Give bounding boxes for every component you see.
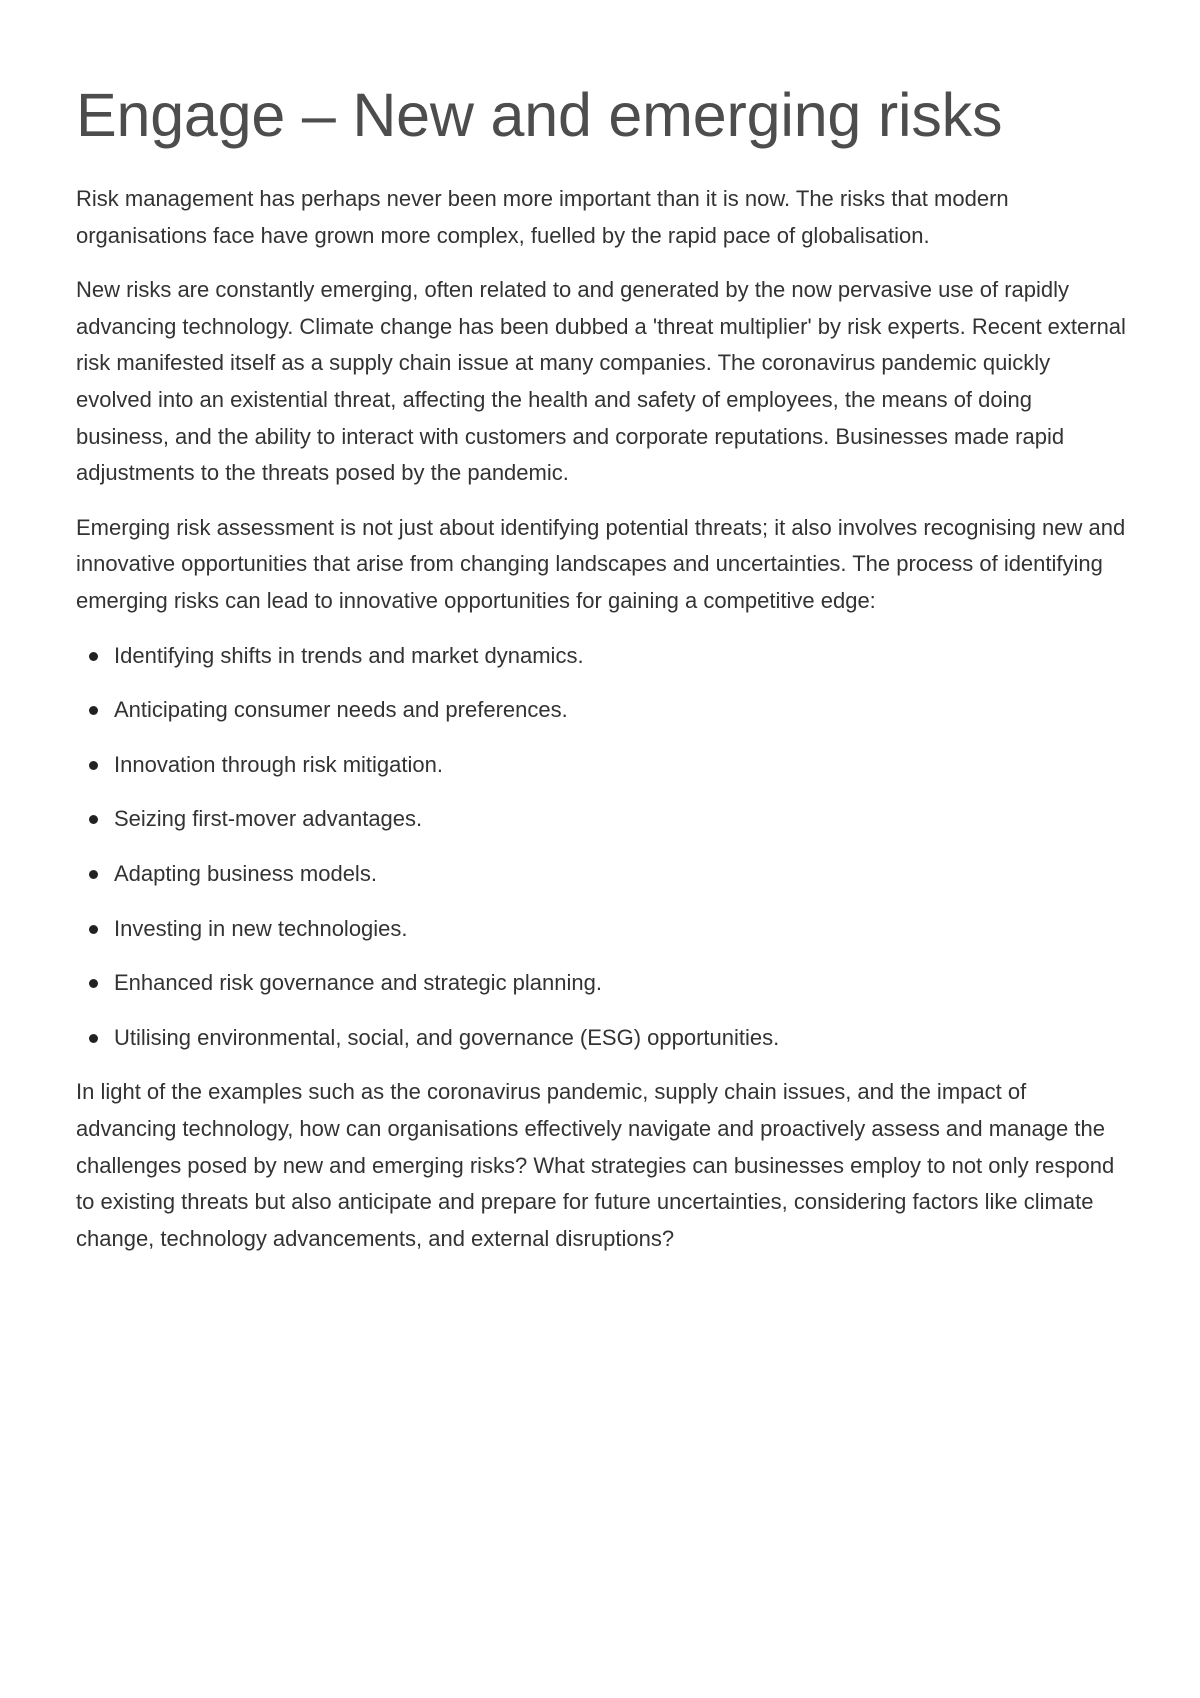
closing-paragraph: In light of the examples such as the coronavirus pandemic, supply chain issues, and the impact of advancing technology, how can organisations effectively navigate and proactively assess and manage the challenges posed by new and emerging risks? What strategies can businesses employ to not only respond to existing threats but also anticipate and prepare for future uncertainties, considering factors like climate change, technology advancements, and external disruptions? [76,1079,1115,1251]
list-item-text: Adapting business models. [114,861,377,886]
intro-paragraph: Risk management has perhaps never been more important than it is now. The risks that modern organisations face have grown more complex, fuelled by the rapid pace of globalisation. [76,186,1009,248]
list-item-text: Seizing first-mover advantages. [114,806,423,832]
list-item [76,1020,1130,1057]
list-item-text: Innovation through risk mitigation. [114,751,443,777]
bullet-icon [89,870,98,879]
list-item-text: Identifying shifts in trends and market dynamics. [114,642,584,668]
list-item-text: Utilising environmental, social, and governance (ESG) opportunities. [114,1024,780,1050]
emerging-risks-paragraph: New risks are constantly emerging, often related to and generated by the now pervasive use of rapidly advancing technology. Climate change has been dubbed a 'threat multiplier' by risk experts. Recent external risk manifested itself as a supply chain issue at many companies. The coronavirus pandemic quickly evolved into an existential threat, affecting the health and safety of employees, the means of doing business, and the ability to interact with customers and corporate reputations. Businesses made rapid adjustments to the threats posed by the pandemic. [76,277,1126,486]
bullet-icon [89,979,98,988]
list-item [76,801,1130,838]
opportunities-list [76,638,1130,1057]
bullet-icon [89,652,98,661]
bullet-icon [89,761,98,770]
list-item [76,856,1130,893]
list-item-text: Enhanced risk governance and strategic planning. [114,970,602,996]
list-item [76,747,1130,784]
assessment-paragraph: Emerging risk assessment is not just about identifying potential threats; it also involves recognising new and innovative opportunities that arise from changing landscapes and uncertainties. The process of identifying emerging risks can lead to innovative opportunities for gaining a competitive edge: [76,514,1126,614]
list-item [76,911,1130,948]
bullet-icon [89,706,98,715]
bullet-icon [89,815,98,824]
list-item-text: Anticipating consumer needs and preferences. [114,697,568,723]
list-item-text: Investing in new technologies. [114,915,408,941]
bullet-icon [89,1034,98,1043]
list-item [76,638,1130,675]
page-title: Engage – New and emerging risks [76,81,1003,149]
list-item [76,692,1130,729]
bullet-icon [89,925,98,934]
list-item [76,965,1130,1002]
